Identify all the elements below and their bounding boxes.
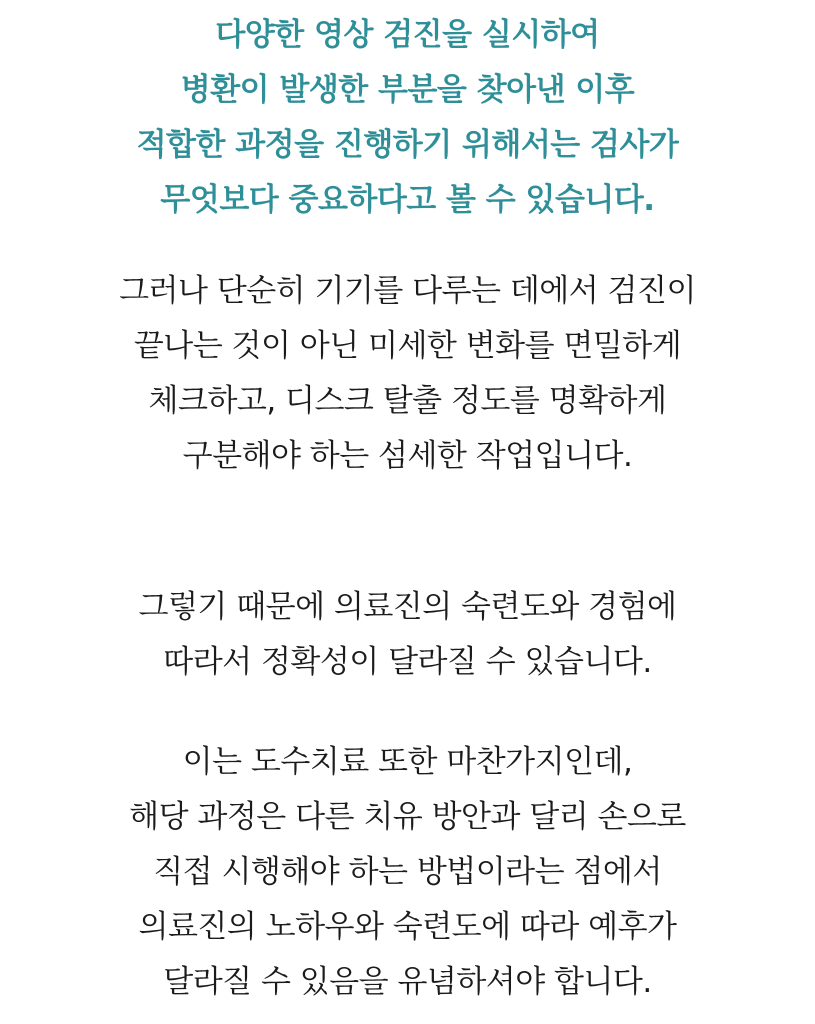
body-line: 체크하고, 디스크 탈출 정도를 명확하게 [148,383,667,419]
intro-line: 무엇보다 중요하다고 볼 수 있습니다. [160,182,655,218]
body-line: 의료진의 노하우와 숙련도에 따라 예후가 [138,909,677,945]
body-paragraph-examination [0,264,815,484]
body-paragraph-manual-therapy [0,735,815,1010]
intro-line: 적합한 과정을 진행하기 위해서는 검사가 [136,127,679,163]
body-paragraph-accuracy [0,580,815,690]
body-line: 해당 과정은 다른 치유 방안과 달리 손으로 [129,799,686,835]
intro-line: 다양한 영상 검진을 실시하여 [215,17,600,53]
body-line: 이는 도수치료 또한 마찬가지인데, [182,744,633,780]
body-line: 따라서 정확성이 달라질 수 있습니다. [163,644,652,680]
body-line: 끝나는 것이 아닌 미세한 변화를 면밀하게 [133,328,682,364]
body-line: 달라질 수 있음을 유념하셔야 합니다. [163,964,652,1000]
body-line: 그렇기 때문에 의료진의 숙련도와 경험에 [138,589,677,625]
body-line: 직접 시행해야 하는 방법이라는 점에서 [153,854,662,890]
intro-line: 병환이 발생한 부분을 찾아낸 이후 [180,72,635,108]
body-line: 그러나 단순히 기기를 다루는 데에서 검진이 [119,273,696,309]
body-line: 구분해야 하는 섬세한 작업입니다. [182,438,633,474]
intro-highlight-paragraph [0,8,815,228]
